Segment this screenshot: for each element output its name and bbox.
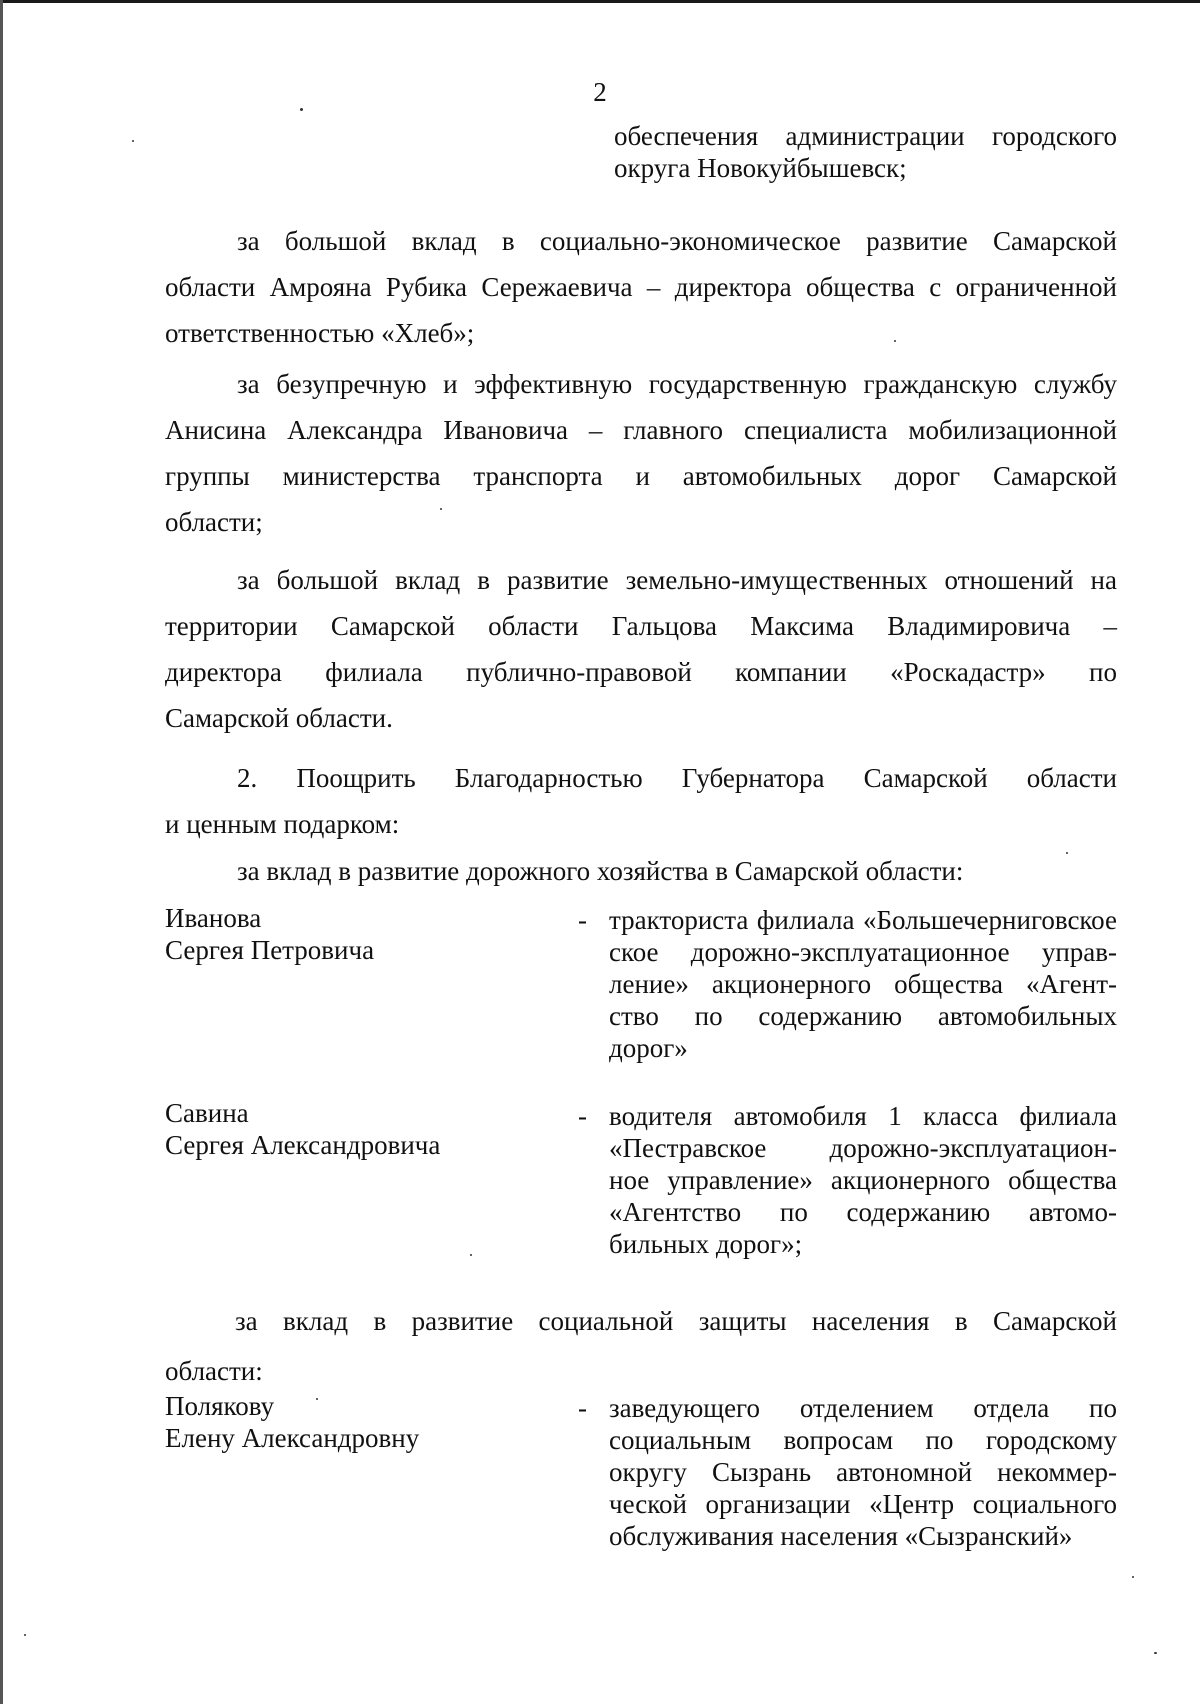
desc-line: дорог» xyxy=(609,1033,688,1063)
entry-dash: - xyxy=(578,1393,587,1423)
scan-speck xyxy=(440,508,442,510)
desc-line: ление» акционерного общества «Агент- xyxy=(609,969,1117,999)
paragraph-anisin xyxy=(165,361,1117,545)
paragraph-item-2 xyxy=(165,755,1117,847)
page-number: 2 xyxy=(593,77,607,107)
text-line: Самарской области. xyxy=(165,703,393,733)
desc-line: ство по содержанию автомобильных xyxy=(609,1001,1117,1031)
desc-line: заведующего отделением отдела по xyxy=(609,1393,1117,1423)
text-line: Анисина Александра Ивановича – главного специалиста мобилизационной xyxy=(165,415,1117,445)
text-line: директора филиала публично-правовой компании «Роскадастр» по xyxy=(165,657,1117,687)
desc-line: «Агентство по содержанию автомо- xyxy=(609,1197,1117,1227)
entry-name xyxy=(165,902,565,966)
text-line: обеспечения администрации городского xyxy=(614,121,1117,151)
desc-line: тракториста филиала «Большечерниговское xyxy=(609,905,1117,935)
scan-edge-top xyxy=(0,0,1200,3)
name-line: Сергея Александровича xyxy=(165,1130,441,1160)
header-continuation xyxy=(614,120,1117,184)
scan-speck xyxy=(1066,852,1068,854)
scan-speck xyxy=(894,340,896,342)
name-line: Полякову xyxy=(165,1391,275,1421)
desc-line: ное управление» акционерного общества xyxy=(609,1165,1117,1195)
text-line: территории Самарской области Гальцова Максима Владимировича – xyxy=(165,611,1117,641)
text-line: за большой вклад в социально-экономическое развитие Самарской xyxy=(237,226,1117,256)
text-line: области: xyxy=(165,1356,263,1386)
text-line: ответственностью «Хлеб»; xyxy=(165,318,475,348)
entry-name xyxy=(165,1390,565,1454)
desc-line: социальным вопросам по городскому xyxy=(609,1425,1117,1455)
section-heading-social xyxy=(165,1296,1117,1396)
text-line: за безупречную и эффективную государственную гражданскую службу xyxy=(237,369,1117,399)
scan-speck xyxy=(300,108,303,111)
text-line: за вклад в развитие дорожного хозяйства в Самарской области: xyxy=(237,856,964,886)
desc-line: округу Сызрань автономной некоммер- xyxy=(609,1457,1117,1487)
scan-edge-left xyxy=(0,0,3,1704)
desc-line: обслуживания населения «Сызранский» xyxy=(609,1521,1073,1551)
name-line: Елену Александровну xyxy=(165,1423,420,1453)
text-line: области; xyxy=(165,507,263,537)
text-line: за вклад в развитие социальной защиты населения в Самарской xyxy=(235,1306,1117,1336)
desc-line: ское дорожно-эксплуатационное управ- xyxy=(609,937,1117,967)
desc-line: бильных дорог»; xyxy=(609,1229,803,1259)
entry-description xyxy=(609,1100,1117,1260)
scan-speck xyxy=(1154,1652,1157,1654)
entry-dash: - xyxy=(578,905,587,935)
desc-line: ческой организации «Центр социального xyxy=(609,1489,1117,1519)
text-line: за большой вклад в развитие земельно-имущественных отношений на xyxy=(237,565,1117,595)
text-line: 2. Поощрить Благодарностью Губернатора Самарской области xyxy=(237,763,1117,793)
scan-speck xyxy=(470,1254,472,1256)
desc-line: водителя автомобиля 1 класса филиала xyxy=(609,1101,1117,1131)
paragraph-amroyan xyxy=(165,218,1117,356)
scan-speck xyxy=(24,1634,26,1636)
entry-description xyxy=(609,904,1117,1064)
desc-line: «Пестравское дорожно-эксплуатацион- xyxy=(609,1133,1117,1163)
paragraph-galtsov xyxy=(165,557,1117,741)
entry-description xyxy=(609,1392,1117,1552)
text-line: области Амрояна Рубика Сережаевича – директора общества с ограниченной xyxy=(165,272,1117,302)
section-heading-road xyxy=(237,855,1117,887)
entry-dash: - xyxy=(578,1101,587,1131)
name-line: Савина xyxy=(165,1098,249,1128)
scan-speck xyxy=(316,1398,318,1400)
name-line: Сергея Петровича xyxy=(165,935,375,965)
scan-speck xyxy=(1132,1576,1134,1578)
text-line: и ценным подарком: xyxy=(165,809,400,839)
entry-name xyxy=(165,1097,565,1161)
scan-speck xyxy=(132,140,134,142)
text-line: группы министерства транспорта и автомобильных дорог Самарской xyxy=(165,461,1117,491)
text-line: округа Новокуйбышевск; xyxy=(614,153,907,183)
name-line: Иванова xyxy=(165,903,262,933)
